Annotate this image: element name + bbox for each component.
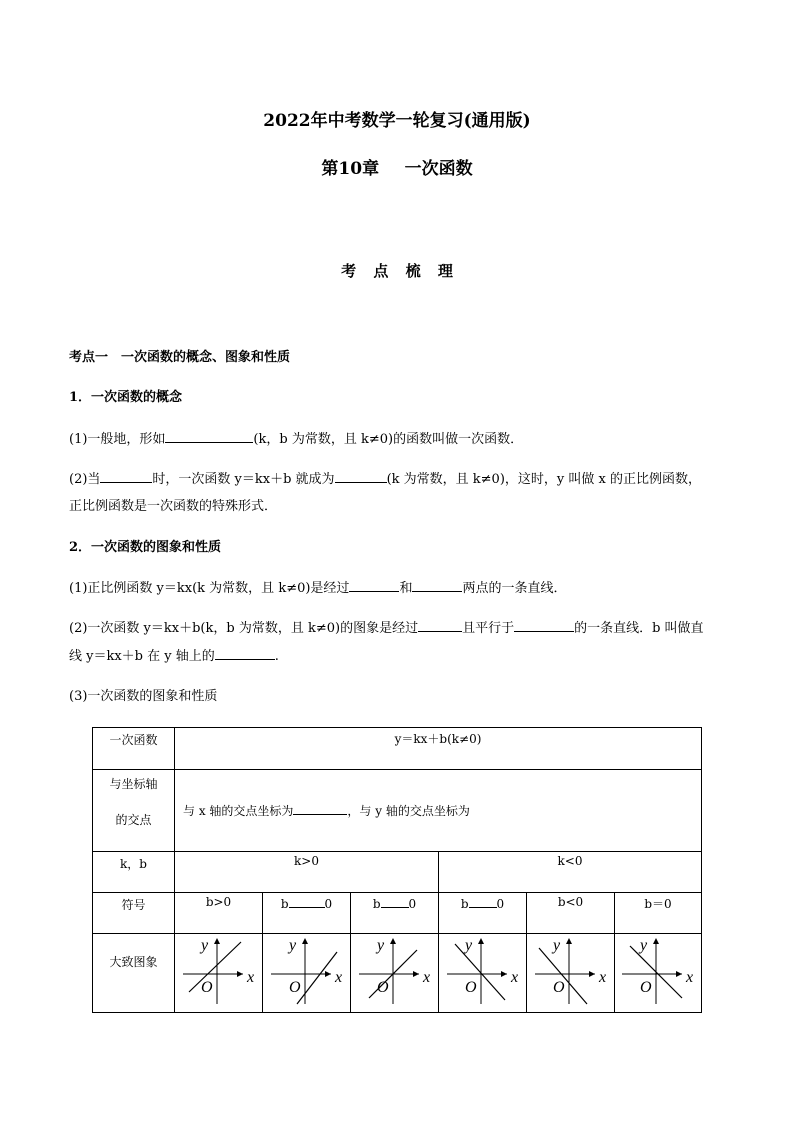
x-axis-label: x <box>246 969 254 986</box>
sign-cell <box>615 893 701 912</box>
y-axis-arrow <box>302 938 308 944</box>
origin-label: O <box>552 979 565 996</box>
chapter-name: 一次函数 <box>404 159 473 179</box>
y-axis-arrow <box>653 938 659 944</box>
k-positive-header: k>0 <box>294 854 319 868</box>
text-segment: 0 <box>324 897 333 911</box>
text-segment: b <box>280 897 289 911</box>
table-cell <box>175 934 263 1013</box>
table-cell <box>351 934 439 1013</box>
origin-label: O <box>640 979 652 996</box>
graph-paragraph-1 <box>69 579 566 598</box>
table-row <box>93 893 702 934</box>
text-segment: 且平行于 <box>462 621 515 636</box>
function-line <box>297 952 337 1004</box>
concept-heading: 1．一次函数的概念 <box>69 390 183 405</box>
y-axis-arrow <box>566 938 572 944</box>
answer-blank[interactable] <box>418 619 462 632</box>
x-axis-arrow <box>413 971 419 977</box>
answer-blank[interactable] <box>293 802 347 815</box>
table-cell <box>527 893 615 934</box>
x-axis-label: x <box>422 969 430 986</box>
function-formula: y＝kx＋b(k≠0) <box>394 732 482 746</box>
text-segment: b＝0 <box>644 897 672 911</box>
answer-blank[interactable] <box>469 895 497 908</box>
text-segment: b <box>460 897 469 911</box>
graph-paragraph-2 <box>69 619 704 638</box>
text-segment: b<0 <box>557 895 584 909</box>
intersection-text <box>175 804 470 818</box>
x-axis-arrow <box>237 971 243 977</box>
text-segment: 两点的一条直线． <box>462 581 567 596</box>
table-cell <box>93 852 175 893</box>
graph-k-neg-b-zero <box>618 934 698 1006</box>
x-axis-label: x <box>510 969 518 986</box>
text-segment: (2)当 <box>69 472 101 487</box>
sign-cell <box>439 893 526 911</box>
answer-blank[interactable] <box>100 470 152 483</box>
text-segment: (2)一次函数 y＝kx＋b(k，b 为常数，且 k≠0)的图象是经过 <box>69 621 419 636</box>
x-axis-label: x <box>598 969 606 986</box>
document-title: 2022年中考数学一轮复习(通用版) <box>263 111 531 131</box>
graph-paragraph-2-cont <box>69 647 279 666</box>
table-row <box>93 728 702 770</box>
text-segment: 与 x 轴的交点坐标为 <box>183 804 294 818</box>
row-label: 符号 <box>121 898 146 912</box>
graph-k-neg-b-pos <box>443 934 523 1006</box>
graph-section-heading: 2．一次函数的图象和性质 <box>69 540 222 555</box>
text-segment: ，与 y 轴的交点坐标为 <box>347 804 470 818</box>
origin-label: O <box>464 979 477 996</box>
table-row <box>93 770 702 852</box>
row-label: 大致图象 <box>109 955 158 969</box>
row-label: 一次函数 <box>109 733 158 747</box>
y-axis-label: y <box>640 937 648 954</box>
table-cell <box>439 893 527 934</box>
point-heading: 考点一 一次函数的概念、图象和性质 <box>69 350 291 365</box>
y-axis-label: y <box>552 937 560 954</box>
answer-blank[interactable] <box>514 619 574 632</box>
origin-label: O <box>288 979 301 996</box>
concept-paragraph-2 <box>69 470 701 489</box>
answer-blank[interactable] <box>289 895 325 908</box>
x-axis-arrow <box>325 971 331 977</box>
text-segment: b <box>372 897 381 911</box>
table-cell <box>263 934 351 1013</box>
text-segment: 0 <box>496 897 505 911</box>
x-axis-label: x <box>334 969 342 986</box>
table-cell <box>351 893 439 934</box>
y-axis-arrow <box>390 938 396 944</box>
chapter-number: 第10章 <box>321 159 380 179</box>
table-cell <box>439 852 702 893</box>
text-segment: 线 y＝kx＋b 在 y 轴上的 <box>69 649 215 664</box>
text-segment: 的一条直线．b 叫做直 <box>574 621 704 636</box>
graph-k-pos-b-pos <box>179 934 259 1006</box>
text-segment: (1)一般地，形如 <box>69 432 166 447</box>
function-property-table <box>92 727 702 1013</box>
answer-blank[interactable] <box>215 647 275 660</box>
origin-label: O <box>376 979 389 996</box>
row-label: 的交点 <box>115 813 152 827</box>
row-label: 与坐标轴 <box>109 777 158 791</box>
graph-k-pos-b-neg <box>267 934 347 1006</box>
y-axis-label: y <box>376 937 384 954</box>
function-line <box>455 944 505 1000</box>
table-cell <box>93 770 175 852</box>
graph-paragraph-3: (3)一次函数的图象和性质 <box>69 689 218 704</box>
y-axis-label: y <box>464 937 472 954</box>
table-cell <box>263 893 351 934</box>
table-cell <box>175 852 439 893</box>
text-segment: (1)正比例函数 y＝kx(k 为常数，且 k≠0)是经过 <box>69 581 350 596</box>
y-axis-arrow <box>214 938 220 944</box>
y-axis-label: y <box>200 937 208 954</box>
answer-blank[interactable] <box>381 895 409 908</box>
text-segment: 时，一次函数 y＝kx＋b 就成为 <box>152 472 335 487</box>
table-cell <box>615 893 702 934</box>
graph-k-neg-b-neg <box>531 934 611 1006</box>
x-axis-label: x <box>686 969 694 986</box>
y-axis-arrow <box>478 938 484 944</box>
row-label: k，b <box>120 857 147 871</box>
table-cell <box>527 934 615 1013</box>
table-row <box>93 934 702 1013</box>
k-negative-header: k<0 <box>557 854 583 868</box>
x-axis-arrow <box>501 971 507 977</box>
text-segment: (k，b 为常数，且 k≠0)的函数叫做一次函数． <box>253 432 524 447</box>
function-line <box>189 942 241 992</box>
sign-cell <box>263 893 350 911</box>
concept-paragraph-1 <box>69 430 523 449</box>
sign-cell <box>527 893 614 909</box>
answer-blank[interactable] <box>335 470 387 483</box>
sign-cell <box>175 893 262 909</box>
text-segment: 0 <box>408 897 417 911</box>
concept-paragraph-2-cont: 正比例函数是一次函数的特殊形式． <box>69 499 278 514</box>
table-row <box>93 852 702 893</box>
section-heading: 考 点 梳 理 <box>341 262 453 280</box>
x-axis-arrow <box>589 971 595 977</box>
text-segment: 和 <box>399 581 413 596</box>
text-segment: (k 为常数，且 k≠0)，这时，y 叫做 x 的正比例函数， <box>386 472 701 487</box>
text-segment: b>0 <box>205 895 232 909</box>
table-cell <box>175 728 702 770</box>
sign-cell <box>351 893 438 911</box>
answer-blank[interactable] <box>349 579 399 592</box>
origin-label: O <box>200 979 213 996</box>
chapter-heading <box>0 154 794 179</box>
answer-blank[interactable] <box>165 430 253 443</box>
y-axis-label: y <box>288 937 296 954</box>
table-cell <box>615 934 702 1013</box>
table-cell <box>439 934 527 1013</box>
table-cell <box>93 728 175 770</box>
table-cell <box>93 893 175 934</box>
x-axis-arrow <box>676 971 682 977</box>
text-segment: . <box>274 649 279 664</box>
table-cell <box>93 934 175 1013</box>
table-cell <box>175 770 702 852</box>
answer-blank[interactable] <box>412 579 462 592</box>
table-cell <box>175 893 263 934</box>
graph-k-pos-b-zero <box>355 934 435 1006</box>
